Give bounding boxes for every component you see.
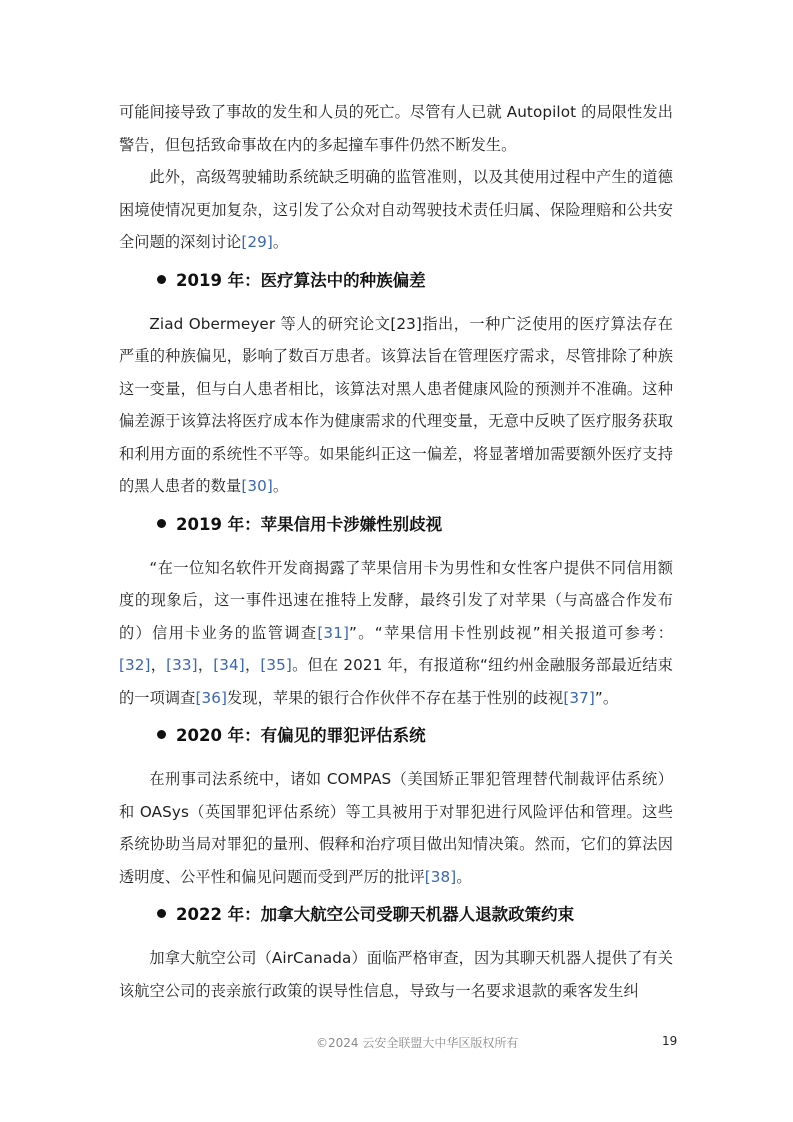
citation-link[interactable]: [36] — [195, 688, 228, 707]
paragraph-text: Ziad Obermeyer 等人的研究论文[23]指出，一种广泛使用的医疗算法存在严重的种族偏见，影响了数百万患者。该算法旨在管理医疗需求，尽管排除了种族这一变量，但与白人患者相比，该算法对黑人患者健康风险的预测并不准确。这种偏差源于该算法将医疗成本作为健康需求的代理变量，无意中反映了医疗服务获取和利用方面的系统性不平等。如果能纠正这一偏差，将显著增加需要额外医疗支持的黑人患者的数量 — [119, 314, 673, 495]
paragraph-offender-assessment — [119, 763, 673, 893]
section-heading-medical-bias — [119, 264, 673, 298]
punctuation: 。 — [272, 477, 289, 495]
punctuation: 。 — [272, 233, 289, 251]
paragraph-text: 发现，苹果的银行合作伙伴不存在基于性别的歧视 — [227, 688, 564, 707]
page-number: 19 — [662, 1034, 678, 1048]
paragraph-text: “在一位知名软件开发商揭露了苹果信用卡为男性和女性客户提供不同信用额度的现象后，这一事件迅速在推特上发酵，最终引发了对苹果（与高盛合作发布的）信用卡业务的监管调查 — [119, 558, 673, 642]
citation-link[interactable]: [37] — [563, 688, 595, 707]
punctuation: ， — [150, 656, 167, 674]
citation-link[interactable]: [29] — [241, 233, 273, 251]
section-heading-offender-assessment — [119, 719, 673, 753]
bullet-icon — [157, 519, 166, 528]
citation-link[interactable]: [35] — [260, 656, 292, 674]
punctuation: ， — [197, 656, 214, 674]
section-heading-air-canada — [119, 898, 673, 932]
citation-link[interactable]: [33] — [166, 656, 198, 674]
heading-text: 2020 年：有偏见的罪犯评估系统 — [176, 726, 426, 745]
page-footer — [0, 1031, 793, 1051]
punctuation: ， — [244, 656, 261, 674]
paragraph-autopilot: 可能间接导致了事故的发生和人员的死亡。尽管有人已就 Autopilot 的局限性发出警告，但包括致命事故在内的多起撞车事件仍然不断发生。 — [119, 103, 673, 154]
citation-link[interactable]: [38] — [424, 867, 457, 886]
paragraph-apple-card — [119, 552, 673, 715]
paragraph-text: ”。“苹果信用卡性别歧视”相关报道可参考： — [348, 623, 673, 642]
bullet-icon — [157, 909, 166, 918]
section-heading-apple-card — [119, 508, 673, 542]
heading-text: 2022 年：加拿大航空公司受聊天机器人退款政策约束 — [176, 905, 575, 924]
citation-link[interactable]: [34] — [213, 656, 245, 674]
bullet-icon — [157, 275, 166, 284]
paragraph-text: 此外，高级驾驶辅助系统缺乏明确的监管准则，以及其使用过程中产生的道德困境使情况更加复杂，这引发了公众对自动驾驶技术责任归属、保险理赔和公共安全问题的深刻讨论 — [119, 168, 673, 251]
paragraph-air-canada: 加拿大航空公司（AirCanada）面临严格审查，因为其聊天机器人提供了有关该航空公司的丧亲旅行政策的误导性信息，导致与一名要求退款的乘客发生纠 — [119, 949, 673, 1000]
bullet-icon — [157, 730, 166, 739]
paragraph-adas-regulation — [119, 161, 673, 259]
citation-link[interactable]: [32] — [119, 656, 151, 674]
copyright-text: ©2024 云安全联盟大中华区版权所有 — [316, 1036, 519, 1050]
punctuation: ”。 — [594, 688, 619, 707]
paragraph-text: 在刑事司法系统中，诸如 COMPAS（美国矫正罪犯管理替代制裁评估系统）和 OASys（英国罪犯评估系统）等工具被用于对罪犯进行风险评估和管理。这些系统协助当局对罪犯的量刑、假释和治疗项目做出知情决策。然而，它们的算法因透明度、公平性和偏见问题而受到严厉的批评 — [119, 770, 673, 886]
citation-link[interactable]: [30] — [241, 477, 273, 495]
punctuation: 。 — [456, 867, 472, 886]
citation-link[interactable]: [31] — [317, 623, 349, 642]
paragraph-text: 。但在 2021 年，有报道称“纽约州金融服务部最近结束的一项调查 — [119, 656, 673, 707]
heading-text: 2019 年：苹果信用卡涉嫌性别歧视 — [176, 514, 443, 534]
paragraph-medical-bias — [119, 308, 673, 503]
heading-text: 2019 年：医疗算法中的种族偏差 — [176, 270, 426, 290]
document-body — [119, 96, 673, 1007]
